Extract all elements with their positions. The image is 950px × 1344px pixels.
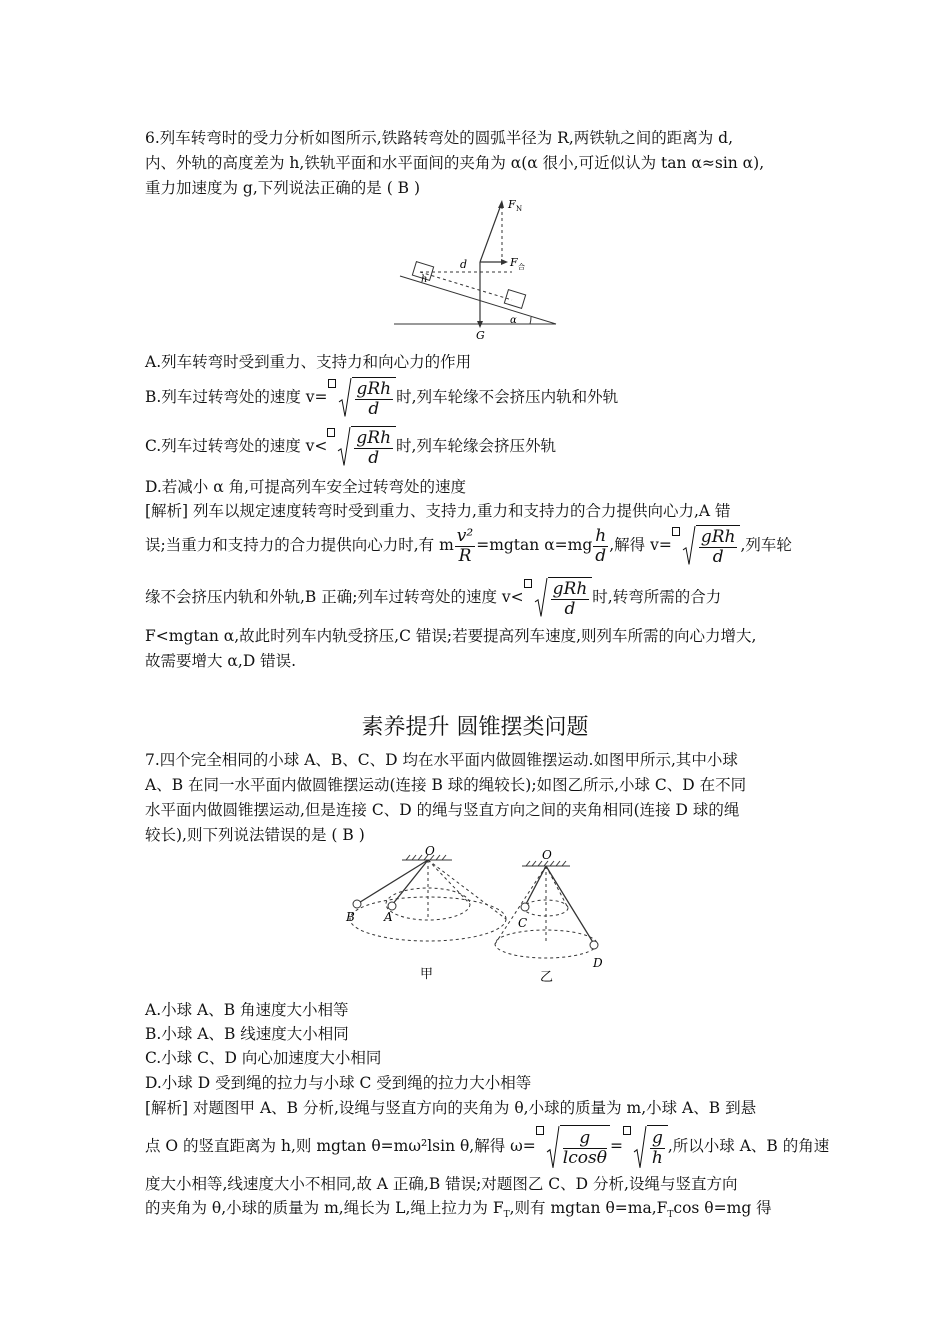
q6-option-c bbox=[145, 426, 810, 468]
q6-stem-line-1: 6.列车转弯时的受力分析如图所示,铁路转弯处的圆弧半径为 R,两铁轨之间的距离为 d, bbox=[145, 129, 734, 147]
h-label: h bbox=[421, 274, 428, 285]
c-label: C bbox=[518, 916, 528, 930]
b-label: B bbox=[346, 910, 355, 924]
sqrt-gRh-over-d bbox=[534, 577, 593, 619]
sqrt-g-over-h bbox=[633, 1125, 668, 1170]
sqrt-gRh-over-d bbox=[682, 525, 741, 567]
subscript: T bbox=[667, 1210, 674, 1221]
analysis-text: cos θ=mg 得 bbox=[673, 1199, 772, 1217]
q7-analysis-line-3: 度大小相等,线速度大小不相同,故 A 正确,B 错误;对题图乙 C、D 分析,设绳与竖直方向 bbox=[145, 1175, 738, 1193]
q6-option-d: D.若减小 α 角,可提高列车安全过转弯处的速度 bbox=[145, 478, 467, 496]
q7-stem-line-4: 较长),则下列说法错误的是 ( B ) bbox=[145, 826, 365, 844]
q7-stem-line-3: 水平面内做圆锥摆运动,但是连接 C、D 的绳与竖直方向之间的夹角相同(连接 D 球的绳 bbox=[145, 801, 740, 819]
fraction-denominator: lcosθ bbox=[562, 1148, 607, 1168]
analysis-text: ,解得 v= bbox=[609, 536, 672, 554]
sqrt-g-over-lcos bbox=[546, 1125, 610, 1170]
sqrt-gRh-over-d bbox=[338, 377, 397, 419]
fraction-numerator: gRh bbox=[356, 378, 392, 399]
fraction-denominator: d bbox=[712, 546, 724, 567]
fraction-numerator: gRh bbox=[356, 427, 392, 448]
q7-analysis-line-2 bbox=[145, 1124, 830, 1170]
fhe-label: F bbox=[510, 256, 518, 269]
q7-stem-line-1: 7.四个完全相同的小球 A、B、C、D 均在水平面内做圆锥摆运动.如图甲所示,其中小球 bbox=[145, 751, 738, 769]
fraction-denominator: h bbox=[651, 1148, 663, 1168]
jia-label: 甲 bbox=[420, 967, 434, 982]
q6-analysis-line-1: [解析] 列车以规定速度转弯时受到重力、支持力,重力和支持力的合力提供向心力,A 错 bbox=[145, 502, 731, 520]
fraction-numerator: h bbox=[595, 525, 607, 546]
alpha-label: α bbox=[510, 315, 517, 326]
conical-pendulum-figure-jia bbox=[340, 844, 510, 984]
analysis-text: 的夹角为 θ,小球的质量为 m,绳长为 L,绳上拉力为 F bbox=[145, 1199, 504, 1217]
train-force-diagram bbox=[390, 196, 560, 342]
subscript: T bbox=[503, 1210, 510, 1221]
fraction-numerator: v² bbox=[456, 525, 474, 546]
fraction-denominator: d bbox=[368, 447, 380, 468]
fraction-numerator: g bbox=[651, 1128, 663, 1148]
fn-label: F bbox=[508, 198, 516, 211]
fn-sub-label: N bbox=[516, 205, 523, 213]
o-label: O bbox=[542, 848, 552, 862]
q6-option-c-suffix: 时,列车轮缘会挤压外轨 bbox=[396, 437, 556, 455]
d-label: d bbox=[460, 258, 468, 271]
yi-label: 乙 bbox=[540, 970, 554, 984]
q7-option-b: B.小球 A、B 线速度大小相同 bbox=[145, 1025, 349, 1043]
q6-option-c-prefix: C.列车过转弯处的速度 v< bbox=[145, 437, 328, 455]
q6-option-b-prefix: B.列车过转弯处的速度 v= bbox=[145, 388, 328, 406]
fraction-numerator: g bbox=[563, 1129, 607, 1149]
section-title: 素养提升 圆锥摆类问题 bbox=[361, 715, 589, 740]
d-label: D bbox=[593, 956, 603, 970]
analysis-text: 缘不会挤压内轨和外轨,B 正确;列车过转弯处的速度 v< bbox=[145, 588, 524, 606]
sqrt-gRh-over-d bbox=[337, 426, 396, 468]
analysis-text: 点 O 的竖直距离为 h,则 mgtan θ=mω²lsin θ,解得 ω= bbox=[145, 1137, 536, 1155]
q7-stem-line-2: A、B 在同一水平面内做圆锥摆运动(连接 B 球的绳较长);如图乙所示,小球 C、D 在不同 bbox=[145, 776, 747, 794]
q6-analysis-line-5: 故需要增大 α,D 错误. bbox=[145, 652, 297, 670]
fraction-denominator: R bbox=[458, 545, 472, 566]
analysis-text: ,所以小球 A、B 的角速 bbox=[667, 1137, 830, 1155]
q6-stem-line-3: 重力加速度为 g,下列说法正确的是 ( B ) bbox=[145, 179, 421, 197]
q7-option-a: A.小球 A、B 角速度大小相等 bbox=[145, 1001, 349, 1019]
analysis-text: ,列车轮 bbox=[740, 536, 792, 554]
q7-option-d: D.小球 D 受到绳的拉力与小球 C 受到绳的拉力大小相等 bbox=[145, 1074, 532, 1092]
q6-option-a: A.列车转弯时受到重力、支持力和向心力的作用 bbox=[145, 353, 472, 371]
analysis-text: = bbox=[609, 1137, 623, 1155]
fhe-sub-label: 合 bbox=[518, 263, 525, 271]
analysis-text: 时,转弯所需的合力 bbox=[592, 588, 722, 606]
q7-analysis-line-4 bbox=[145, 1198, 810, 1225]
fraction-denominator: d bbox=[368, 398, 380, 419]
analysis-text: ,则有 mgtan θ=ma,F bbox=[509, 1199, 668, 1217]
conical-pendulum-figure-yi bbox=[490, 844, 615, 984]
analysis-text: 误;当重力和支持力的合力提供向心力时,有 m bbox=[145, 536, 454, 554]
fraction-denominator: d bbox=[564, 598, 576, 619]
a-label: A bbox=[384, 910, 393, 924]
analysis-text: =mgtan α=mg bbox=[476, 536, 593, 554]
q6-analysis-line-4: F<mgtan α,故此时列车内轨受挤压,C 错误;若要提高列车速度,则列车所需的向心力增大, bbox=[145, 627, 757, 645]
fraction-numerator: gRh bbox=[700, 526, 736, 547]
q6-analysis-line-3 bbox=[145, 577, 810, 619]
q6-stem-line-2: 内、外轨的高度差为 h,铁轨平面和水平面间的夹角为 α(α 很小,可近似认为 tan α≈sin α), bbox=[145, 154, 765, 172]
g-label: G bbox=[476, 329, 485, 342]
q7-analysis-line-1: [解析] 对题图甲 A、B 分析,设绳与竖直方向的夹角为 θ,小球的质量为 m,小球 A、B 到悬 bbox=[145, 1099, 757, 1117]
fraction-numerator: gRh bbox=[552, 578, 588, 599]
q6-analysis-line-2 bbox=[145, 525, 810, 567]
q7-option-c: C.小球 C、D 向心加速度大小相同 bbox=[145, 1049, 382, 1067]
fraction-denominator: d bbox=[595, 545, 607, 566]
q6-option-b bbox=[145, 377, 810, 419]
o-label: O bbox=[425, 844, 435, 858]
q6-option-b-suffix: 时,列车轮缘不会挤压内轨和外轨 bbox=[396, 388, 619, 406]
